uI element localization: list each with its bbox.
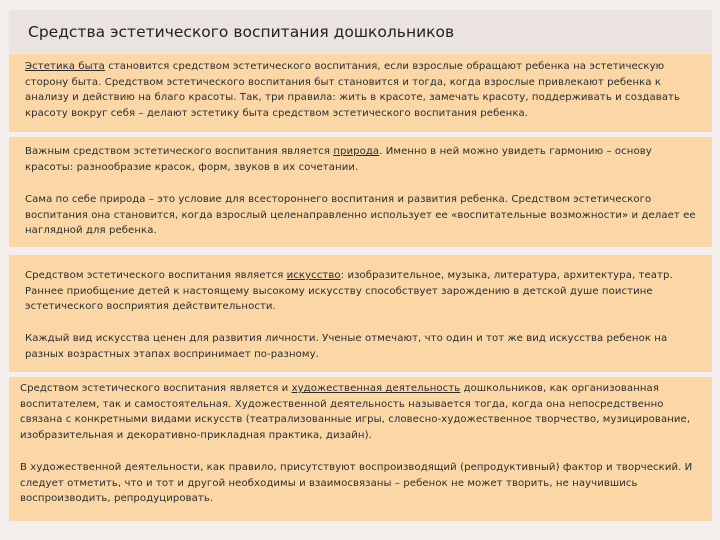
text-art-intro: Средством эстетического воспитания является	[25, 270, 287, 281]
term-art: искусство	[286, 270, 341, 281]
text-nature-body: . Именно в ней можно увидеть гармонию – основу красоты: разнообразие красок, форм, звуков в их сочетании.	[25, 146, 652, 173]
paragraph-art	[25, 268, 697, 315]
term-everyday-aesthetics: Эстетика быта	[25, 61, 105, 72]
text-activity-body: дошкольников, как организованная воспитателем, так и самостоятельная. Художественной деятельность называется тогда, когда она непосредственно связана с конкретными видами искусств (театрализованные игры, словесно-художественное творчество, музицирование, изобразительная и декоративно-прикладная практика, дизайн).	[20, 383, 691, 442]
paragraph-nature	[25, 144, 697, 175]
paragraph-artistic-activity	[20, 381, 700, 444]
term-nature: природа	[333, 146, 380, 157]
paragraph-art-second: Каждый вид искусства ценен для развития личности. Ученые отмечают, что один и тот же вид искусства ребенок на разных возрастных этапах воспринимает по-разному.	[25, 333, 668, 360]
text-nature-intro: Важным средством эстетического воспитания является	[25, 146, 334, 157]
text-art-body: : изобразительное, музыка, литература, архитектура, театр. Раннее приобщение детей к настоящему высокому искусству способствует зарождению в детской душе поистине эстетического восприятия действительности.	[25, 270, 673, 313]
slide-title: Средства эстетического воспитания дошкольников	[28, 23, 455, 41]
paragraph-nature-second: Сама по себе природа – это условие для всестороннего воспитания и развития ребенка. Средством эстетического воспитания она становится, когда взрослый целенаправленно использует ее «воспитательные возможности» и делает ее наглядной для ребенка.	[25, 194, 696, 237]
paragraph-everyday-aesthetics	[25, 59, 697, 122]
paragraph-artistic-activity-second: В художественной деятельности, как правило, присутствуют воспроизводящий (репродуктивный) фактор и творческий. И следует отметить, что и тот и другой необходимы и взаимосвязаны – ребенок не может творить, не научившись воспроизводить, репродуцировать.	[20, 462, 693, 505]
text-activity-intro: Средством эстетического воспитания является и	[20, 383, 292, 394]
text-everyday-aesthetics: становится средством эстетического воспитания, если взрослые обращают ребенка на эстетическую сторону быта. Средством эстетического воспитания быт становится и тогда, когда взрослые привлекают ребенка к анализу и действию на благо красоты. Так, три правила: жить в красоте, замечать красоту, поддерживать и создавать красоту вокруг себя – делают эстетику быта средством эстетического воспитания ребенка.	[25, 61, 680, 120]
term-artistic-activity: художественная деятельность	[291, 383, 461, 394]
